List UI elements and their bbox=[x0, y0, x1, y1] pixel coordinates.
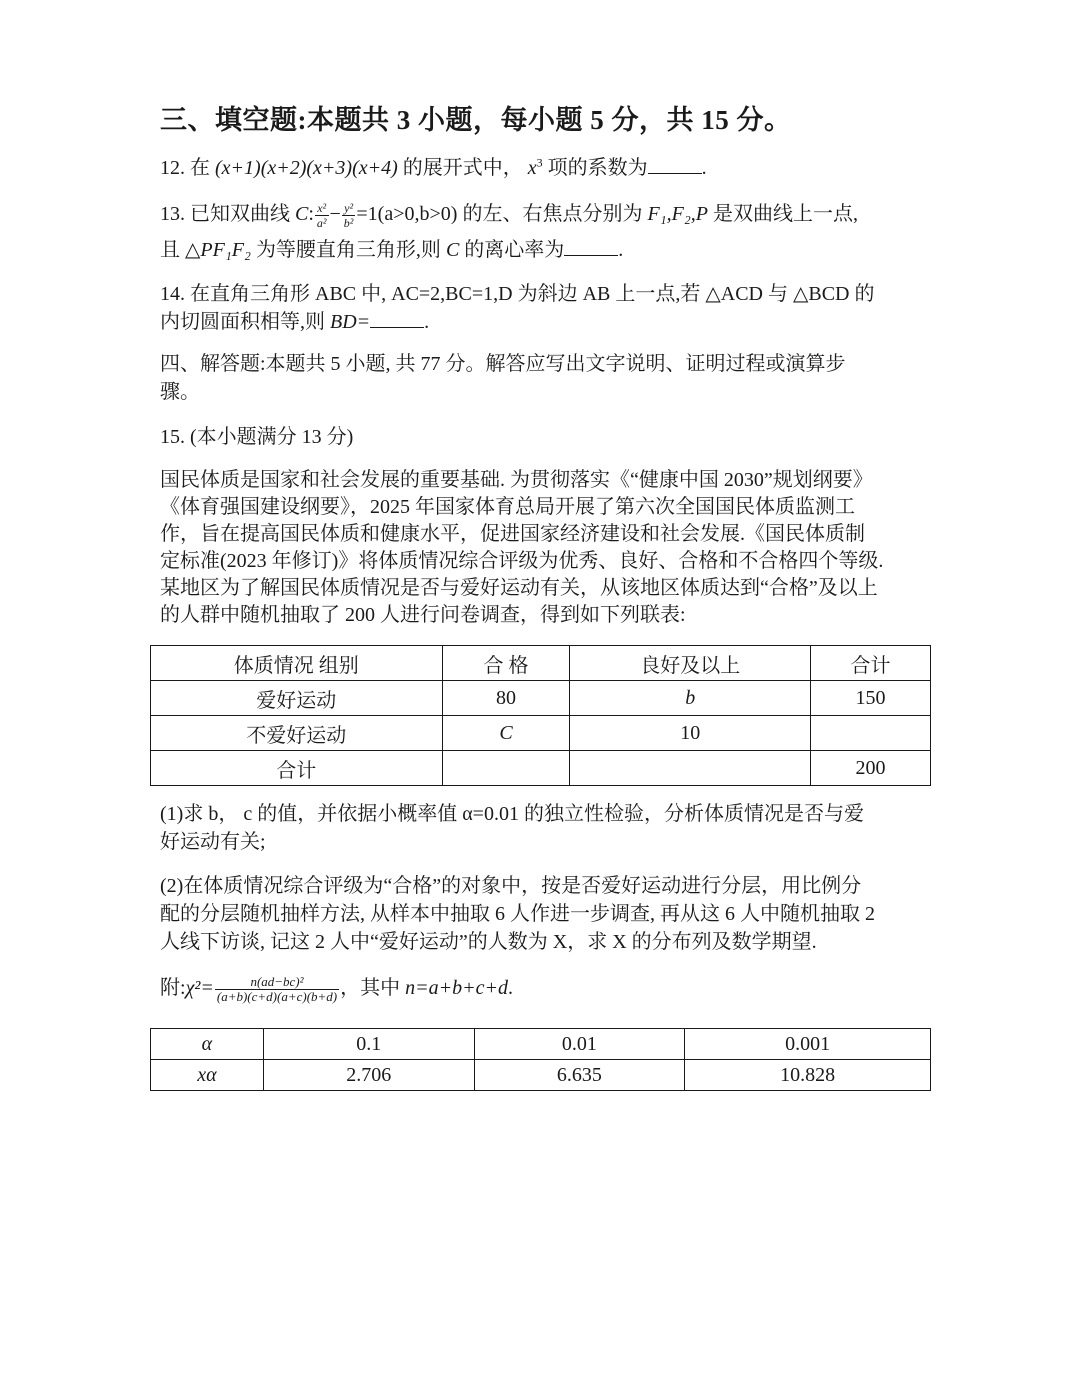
table-cell: 10 bbox=[570, 716, 811, 751]
q15-part2-line-1: (2)在体质情况综合评级为“合格”的对象中，按是否爱好运动进行分层，用比例分 bbox=[160, 875, 862, 897]
critical-value-table bbox=[150, 1028, 931, 1091]
q13-frac-y-num: y² bbox=[342, 201, 356, 216]
q15-appendix bbox=[160, 974, 930, 1004]
q15-part1-line-1: (1)求 b， c 的值，并依据小概率值 α=0.01 的独立性检验，分析体质情况是否与爱 bbox=[160, 803, 864, 825]
q15-para-line-5: 某地区为了解国民体质情况是否与爱好运动有关，从该地区体质达到“合格”及以上 bbox=[160, 577, 878, 599]
q12-post: 项的系数为 bbox=[547, 157, 648, 179]
question-14: 14. 在直角三角形 ABC 中, AC=2,BC=1,D 为斜边 AB 上一点,若 △ACD 与 △BCD 的 bbox=[160, 283, 875, 305]
table-cell bbox=[811, 716, 931, 751]
chi-square-fraction bbox=[215, 975, 339, 1004]
q12-term: x bbox=[527, 157, 537, 179]
q13-triangle: △PF₁F₂ bbox=[185, 239, 251, 261]
question-14-line2: 内切圆面积相等,则 BD= . bbox=[160, 311, 430, 333]
contingency-table bbox=[150, 645, 931, 786]
q13-frac-x bbox=[315, 201, 329, 230]
q15-para-line-3: 作，旨在提高国民体质和健康水平，促进国家经济建设和社会发展.《国民体质制 bbox=[160, 523, 865, 545]
q12-answer-blank[interactable] bbox=[648, 155, 702, 174]
appendix-chi: χ²= bbox=[185, 977, 214, 999]
table-cell: b bbox=[570, 681, 811, 716]
table-cell: 6.635 bbox=[474, 1060, 685, 1091]
q13-line2-pre: 且 bbox=[160, 239, 180, 261]
table-cell: 200 bbox=[811, 751, 931, 786]
appendix-n-expr: n=a+b+c+d bbox=[405, 977, 508, 999]
q12-pre: 在 bbox=[190, 157, 210, 179]
table-header-cell: 合计 bbox=[811, 646, 931, 681]
q14-answer-blank[interactable] bbox=[370, 309, 424, 328]
q15-para-line-2: 《体育强国建设纲要》，2025 年国家体育总局开展了第六次全国国民体质监测工 bbox=[160, 496, 855, 518]
q14-bd: BD= bbox=[330, 311, 371, 333]
question-12: 12. 在 (x+1)(x+2)(x+3)(x+4) 的展开式中， $x^3$ 项的系数为 . bbox=[160, 155, 707, 179]
question-13-line2: 且 △PF₁F₂ 为等腰直角三角形,则 C 的离心率为 . bbox=[160, 239, 624, 261]
q13-frac-x-num: x² bbox=[315, 201, 329, 216]
chi-numerator: n(ad−bc)² bbox=[215, 975, 339, 990]
table-row bbox=[151, 681, 931, 716]
q15-part1-line-2: 好运动有关; bbox=[160, 831, 266, 853]
q13-foci: F₁,F₂,P bbox=[647, 203, 709, 225]
section-heading-answer: 四、解答题:本题共 5 小题, 共 77 分。解答应写出文字说明、证明过程或演算步 bbox=[160, 353, 846, 375]
section-heading-answer-line2: 骤。 bbox=[160, 381, 200, 403]
table-cell: 2.706 bbox=[263, 1060, 474, 1091]
table-row bbox=[151, 1060, 931, 1091]
table-header-cell: 0.001 bbox=[685, 1029, 931, 1060]
table-header-cell: 合 格 bbox=[442, 646, 570, 681]
q14-line2-pre: 内切圆面积相等,则 bbox=[160, 311, 325, 333]
table-cell: 爱好运动 bbox=[151, 681, 443, 716]
table-cell bbox=[442, 751, 570, 786]
q13-curve: C bbox=[295, 203, 309, 225]
q13-frac-y bbox=[342, 201, 356, 230]
q13-answer-blank[interactable] bbox=[564, 237, 618, 256]
q15-part2-line-3: 人线下访谈, 记这 2 人中“爱好运动”的人数为 X，求 X 的分布列及数学期望. bbox=[160, 931, 817, 953]
q13-post: 是双曲线上一点, bbox=[713, 203, 859, 225]
table-header-cell: α bbox=[151, 1029, 264, 1060]
q13-frac-x-den: a² bbox=[316, 215, 327, 230]
table-cell: 10.828 bbox=[685, 1060, 931, 1091]
table-cell: 不爱好运动 bbox=[151, 716, 443, 751]
q15-para-line-4: 定标准(2023 年修订)》将体质情况综合评级为优秀、良好、合格和不合格四个等级. bbox=[160, 550, 884, 572]
q15-part2-line-2: 配的分层随机抽样方法, 从样本中抽取 6 人作进一步调查, 再从这 6 人中随机抽取 2 bbox=[160, 903, 875, 925]
question-15-title: 15. (本小题满分 13 分) bbox=[160, 426, 354, 448]
q13-frac-y-den: b² bbox=[343, 215, 354, 230]
table-row bbox=[151, 716, 931, 751]
appendix-post: ，其中 bbox=[340, 977, 401, 999]
table-cell: xα bbox=[151, 1060, 264, 1091]
table-cell: 合计 bbox=[151, 751, 443, 786]
q15-para-line-1: 国民体质是国家和社会发展的重要基础. 为贯彻落实《“健康中国 2030”规划纲要》 bbox=[160, 469, 873, 491]
table-header-cell: 良好及以上 bbox=[570, 646, 811, 681]
question-13: 13. 已知双曲线 C: $\frac{\text{x²}}{\text{a²}}$ − $\frac{\text{y²}}{\text{b²}}$ =1(a>0,b>0) 的左、右焦点分别为 F₁,F₂,P 是双曲线上一点, bbox=[160, 200, 859, 230]
table-cell: 150 bbox=[811, 681, 931, 716]
q12-mid: 的展开式中， bbox=[402, 157, 523, 179]
table-cell: C bbox=[442, 716, 570, 751]
q13-line2-post: 的离心率为 bbox=[464, 239, 565, 261]
q12-number: 12. bbox=[160, 157, 185, 179]
q13-line2-mid: 为等腰直角三角形,则 bbox=[255, 239, 441, 261]
section-heading-fill-blank: 三、填空题:本题共 3 小题，每小题 5 分，共 15 分。 bbox=[160, 105, 792, 135]
table-header-row bbox=[151, 646, 931, 681]
table-header-cell: 体质情况 组别 bbox=[151, 646, 443, 681]
q12-expression: (x+1)(x+2)(x+3)(x+4) bbox=[215, 157, 398, 179]
table-row bbox=[151, 751, 931, 786]
q13-condition: =1(a>0,b>0) bbox=[356, 203, 458, 225]
q13-line2-c: C bbox=[445, 239, 460, 261]
q15-para-line-6: 的人群中随机抽取了 200 人进行问卷调查，得到如下列联表: bbox=[160, 604, 686, 626]
table-cell bbox=[570, 751, 811, 786]
appendix-end: . bbox=[508, 977, 513, 999]
table-header-cell: 0.1 bbox=[263, 1029, 474, 1060]
table-header-cell: 0.01 bbox=[474, 1029, 685, 1060]
table-header-row bbox=[151, 1029, 931, 1060]
q13-number: 13. bbox=[160, 203, 185, 225]
q12-power: 3 bbox=[536, 155, 543, 170]
q13-pre: 已知双曲线 bbox=[190, 203, 290, 225]
appendix-pre: 附: bbox=[160, 977, 186, 999]
q13-mid: 的左、右焦点分别为 bbox=[462, 203, 643, 225]
chi-denominator: (a+b)(c+d)(a+c)(b+d) bbox=[216, 988, 338, 1004]
table-cell: 80 bbox=[442, 681, 570, 716]
